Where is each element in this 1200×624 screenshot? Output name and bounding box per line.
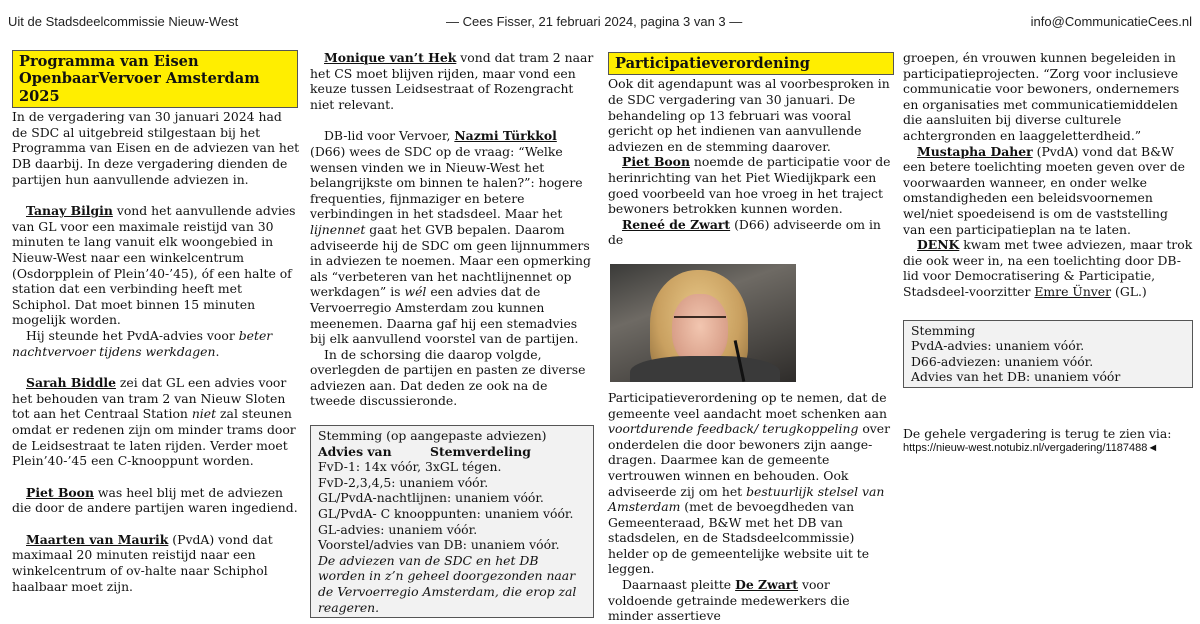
vote-box-participatie: [903, 320, 1193, 388]
paragraph-van-t-hek: Monique van’t Hek vond dat tram 2 naar het CS moet blijven rijden, maar vond een keuze tussen Leidsestraat of Rozengracht niet relevant.: [310, 50, 594, 112]
person-name: Emre Ünver: [1034, 283, 1112, 299]
meeting-link[interactable]: https://nieuw-west.notubiz.nl/vergadering/1187488◄: [903, 442, 1159, 455]
paragraph-denk: DENK kwam met twee adviezen, maar trok die ook weer in, na een toelichting door DB-lid voor Democratisering & Participatie, Stadsdeel-voorzitter Emre Ünver (GL.): [903, 237, 1193, 299]
paragraph-de-zwart: Reneé de Zwart (D66) adviseerde om in de: [608, 216, 881, 248]
vote-line: PvdA-advies: unaniem vóór.: [911, 338, 1085, 354]
paragraph-van-maurik: Maarten van Maurik (PvdA) vond dat maximaal 20 minuten reistijd naar een winkelcentrum of ov-halte naar Schiphol haalbaar moet zijn.: [12, 531, 273, 594]
vote-box-ov: [310, 425, 594, 618]
column-1: [12, 46, 300, 594]
vote-line: Voorstel/advies van DB: unaniem vóór.: [318, 537, 560, 553]
paragraph-schorsing: In de schorsing die daarop volgde, overlegden de partijen en pasten ze diverse adviezen aan. Dat deden ze ook na de tweede discussieronde.: [310, 346, 586, 409]
header-left: Uit de Stadsdeelcommissie Nieuw-West: [8, 14, 239, 29]
speaker-name: Piet Boon: [622, 154, 690, 170]
vote-line: Advies van het DB: unaniem vóór: [911, 369, 1121, 385]
speaker-name: Piet Boon: [26, 484, 94, 500]
speaker-name: Sarah Biddle: [26, 375, 116, 391]
vote-title: Stemming: [911, 322, 976, 338]
paragraph-daher: Mustapha Daher (PvdA) vond dat B&W een betere toelichting moeten geven over de voorwaarden wanneer, en onder welke omstandigheden een beleidsvoornemen wel/niet spoedeisend is om de vaststelling van een participatieplan na te laten.: [903, 143, 1185, 237]
vote-line: GL/PvdA-nachtlijnen: unaniem vóór.: [318, 490, 544, 506]
vote-note: De adviezen van de SDC en het DB worden in z’n geheel doorgezonden naar de Vervoerregio Amsterdam, die erop zal reageren.: [318, 552, 577, 615]
paragraph-bilgin: Tanay Bilgin vond het aanvullende advies van GL voor een maximale reistijd van 30 minuten te lang vanuit elk woongebied in Nieuw-West naar een winkelcentrum (Osdorpplein of Plein’40-’45), óf een halte of station dat een verbinding heeft met Schiphol. Dat moet binnen 15 minuten mogelijk worden.: [12, 203, 296, 328]
speaker-name: Tanay Bilgin: [26, 203, 113, 219]
party-name: DENK: [917, 237, 960, 253]
vote-line: FvD-1: 14x vóór, 3xGL tégen.: [318, 459, 502, 475]
article-title-ov: Programma van Eisen OpenbaarVervoer Amsterdam 2025: [12, 50, 298, 108]
paragraph-feedback: Participatieverordening op te nemen, dat de gemeente veel aandacht moet schenken aan voortdurende feedback/ terugkoppeling over onderdelen die door bewoners zijn aange-dragen. Daarmee kan de gemeente vertrouwen winnen en behouden. Ook adviseerde zij om het bestuurlijk stelsel van Amsterdam (met de bevoegdheden van Gemeenteraad, B&W met het DB van stadsdelen, en de Stadsdeelcommissie) helder op de gemeentelijke website uit te leggen.: [608, 389, 891, 577]
column-4: [903, 46, 1193, 457]
paragraph-biddle: Sarah Biddle zei dat GL een advies voor het behouden van tram 2 van Nieuw Sloten tot aan het Centraal Station niet zal steunen omdat er redenen zijn om minder trams door de Leidsestraat te laten rijden. Verder moet Plein’40-’45 een C-knooppunt worden.: [12, 375, 296, 469]
vote-title: Stemming (op aangepaste adviezen): [318, 428, 547, 444]
speaker-name: De Zwart: [735, 577, 799, 593]
paragraph-boon-park: Piet Boon noemde de participatie voor de herinrichting van het Piet Wiedijkpark een goed voorbeeld van hoe vroeg in het traject bewoners betrokken kunnen worden.: [608, 154, 891, 217]
speaker-name: Nazmi Türkkol: [454, 128, 557, 144]
paragraph-pvda-support: Hij steunde het PvdA-advies voor beter nachtvervoer tijdens werkdagen.: [12, 327, 273, 359]
header-center: — Cees Fisser, 21 februari 2024, pagina 3 van 3 —: [446, 14, 743, 29]
vote-line: FvD-2,3,4,5: unaniem vóór.: [318, 474, 489, 490]
header-email: info@CommunicatieCees.nl: [1030, 14, 1192, 29]
vote-header-row: Advies van Stemverdeling: [318, 443, 531, 459]
vote-line: D66-adviezen: unaniem vóór.: [911, 353, 1094, 369]
speaker-name: Reneé de Zwart: [622, 216, 731, 232]
page-header: [0, 0, 1200, 36]
vote-line: GL/PvdA- C knooppunten: unaniem vóór.: [318, 506, 574, 522]
column-3: [608, 46, 894, 624]
paragraph-agendapunt: Ook dit agendapunt was al voorbesproken in de SDC vergadering van 30 januari. De behandeling op 13 februari was vooral gericht op het indienen van aanvullende adviezen en de stemming daarover.: [608, 76, 890, 154]
watch-text: De gehele vergadering is terug te zien via:: [903, 425, 1172, 441]
paragraph-boon: Piet Boon was heel blij met de adviezen die door de andere partijen waren ingediend.: [12, 484, 298, 516]
paragraph-inclusief: groepen, én vrouwen kunnen begeleiden in participatieprojecten. “Zorg voor inclusieve communicatie voor bewoners, ondernemers en organisaties met communicatiemiddelen die aansluiten bij diverse culturele achtergronden en laaggeletterdheid.”: [903, 50, 1180, 143]
vote-line: GL-advies: unaniem vóór.: [318, 521, 478, 537]
article-title-participatie: Participatieverordening: [608, 52, 894, 75]
speaker-name: Maarten van Maurik: [26, 531, 169, 547]
intro-paragraph: In de vergadering van 30 januari 2024 had de SDC al uitgebreid stilgestaan bij het Programma van Eisen en de adviezen van het DB daarbij. In deze vergadering dienden de partijen hun aanvullende adviezen in.: [12, 109, 300, 187]
speaker-photo: [610, 264, 796, 382]
paragraph-pleitte: Daarnaast pleitte De Zwart voor voldoende getrainde medewerkers die minder assertieve: [608, 577, 850, 624]
column-2: [310, 46, 594, 618]
paragraph-turkkol: DB-lid voor Vervoer, Nazmi Türkkol (D66) wees de SDC op de vraag: “Welke wensen vinden we in Nieuw-West het belangrijkste om binnen te halen?”: hogere frequenties, fijnmaziger en betere verbindingen in het stadsdeel. Maar het lijnennet gaat het GVB bepalen. Daarom adviseerde hij de SDC om geen lijnnummers in adviezen te noemen. Maar een opmerking als “verbeteren van het nachtlijnennet op werkdagen” is wél een advies dat de Vervoerregio Amsterdam zou kunnen meenemen. Daarna gaf hij een stemadvies bij elk aanvullend voorstel van de partijen.: [310, 128, 591, 347]
speaker-name: Monique van’t Hek: [324, 50, 457, 65]
speaker-name: Mustapha Daher: [917, 143, 1033, 159]
